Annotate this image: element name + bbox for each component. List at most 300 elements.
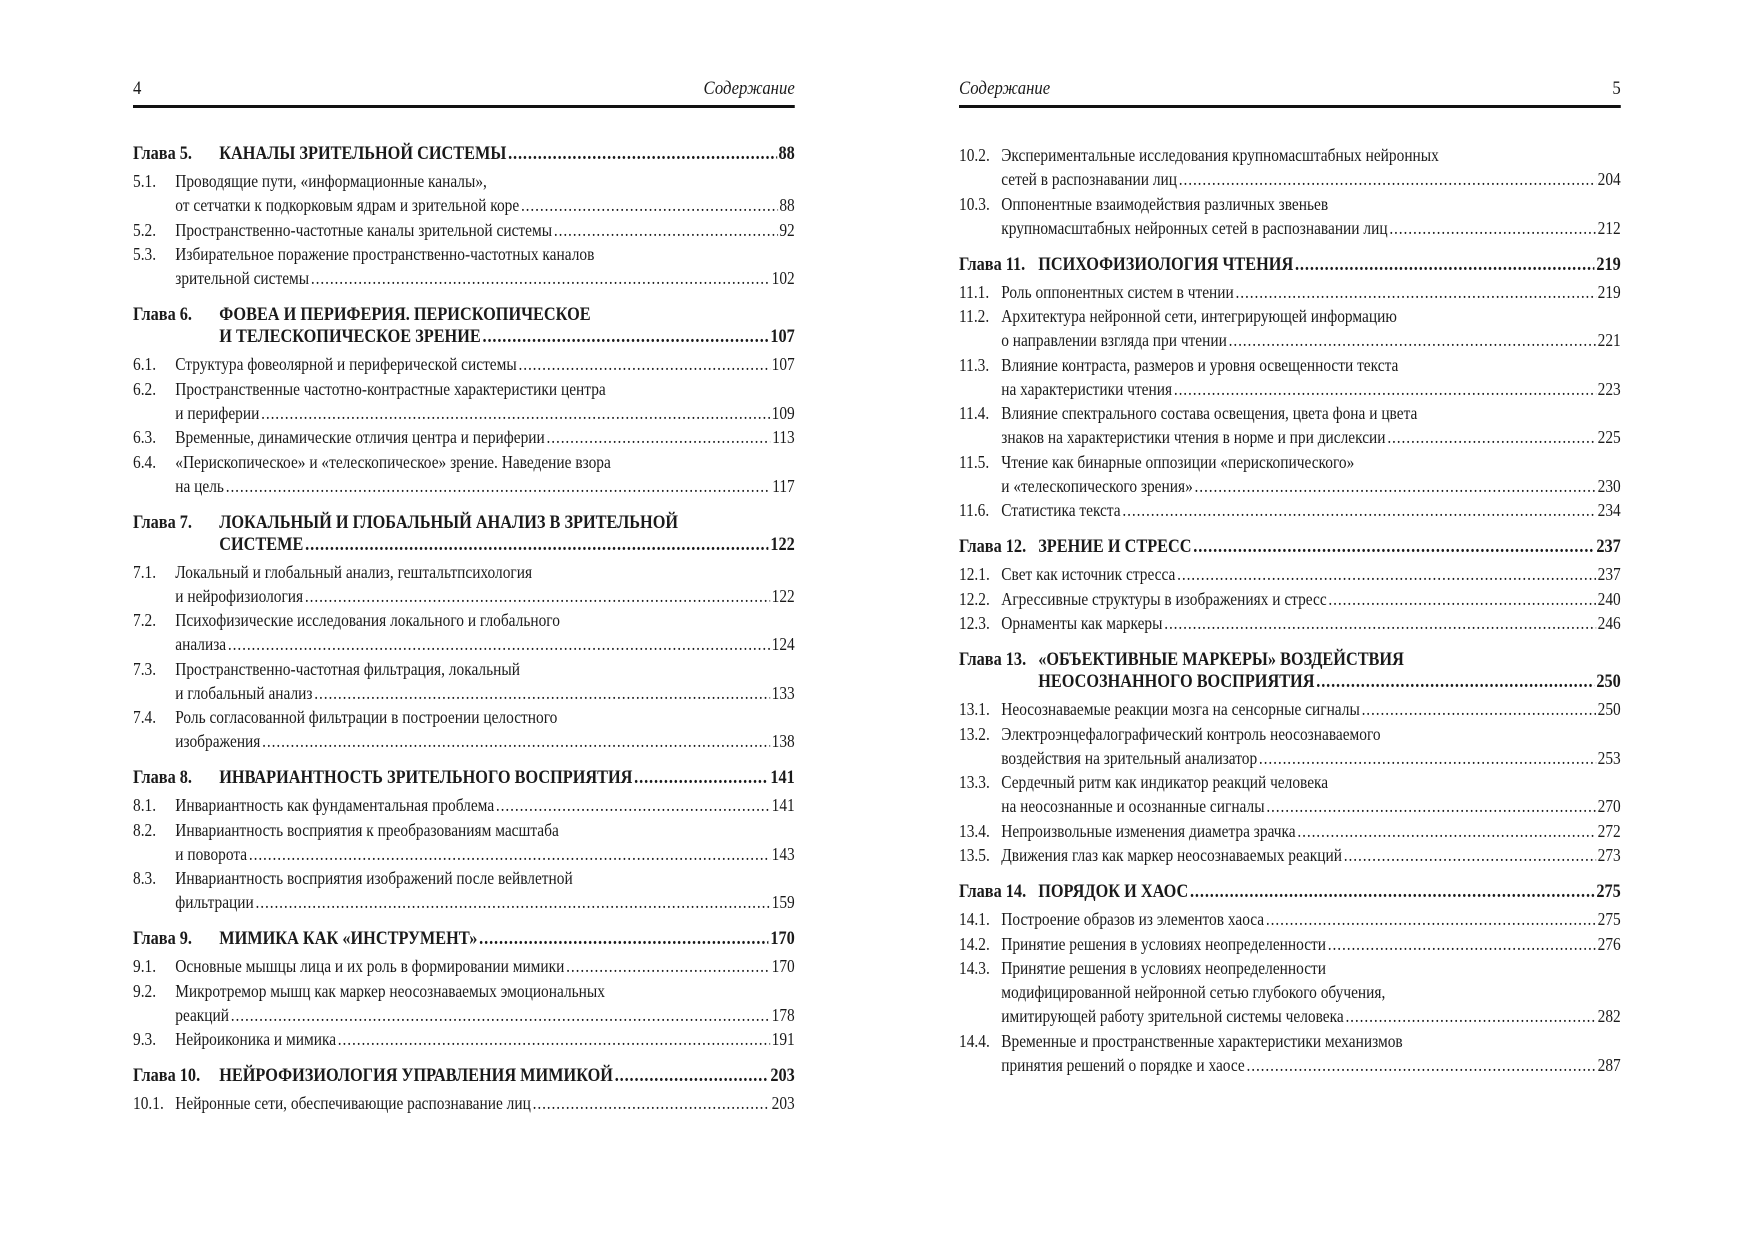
leader-dots xyxy=(1193,536,1594,558)
chapter-heading[interactable] xyxy=(133,304,795,348)
leader-dots xyxy=(305,534,768,556)
toc-title xyxy=(219,767,795,789)
page-ref[interactable]: 159 xyxy=(771,892,795,912)
chapter-heading[interactable] xyxy=(959,254,1621,276)
toc-entry[interactable] xyxy=(959,907,1621,931)
title-line xyxy=(1001,216,1621,240)
toc-title xyxy=(175,169,795,217)
title-text: воздействия на зрительный анализатор xyxy=(1001,747,1258,768)
toc-entry[interactable] xyxy=(959,280,1621,304)
section-number: 13.5. xyxy=(959,845,990,865)
page-ref[interactable]: 272 xyxy=(1597,820,1621,841)
page-ref[interactable]: 230 xyxy=(1597,475,1621,496)
toc-title xyxy=(175,242,795,290)
page-ref[interactable]: 234 xyxy=(1597,500,1621,520)
title-line xyxy=(175,584,795,608)
page-ref[interactable]: 191 xyxy=(771,1029,795,1049)
toc-title xyxy=(1001,697,1621,721)
toc-row xyxy=(133,450,795,498)
chapter-number: Глава 11. xyxy=(959,254,1026,275)
title-line xyxy=(175,890,795,914)
title-line xyxy=(175,450,795,474)
title-line xyxy=(1001,956,1621,980)
page-ref[interactable]: 237 xyxy=(1597,564,1621,584)
page-ref[interactable]: 273 xyxy=(1597,845,1621,865)
toc-title xyxy=(1001,450,1621,498)
title-text: Пространственно-частотные каналы зрительной системы xyxy=(175,219,553,240)
toc-entry[interactable] xyxy=(133,657,795,705)
chapter-heading[interactable] xyxy=(959,649,1621,693)
toc-title xyxy=(175,657,795,705)
page-ref[interactable]: 102 xyxy=(771,268,795,288)
toc-entry[interactable] xyxy=(959,353,1621,401)
leader-dots xyxy=(256,890,770,914)
running-head xyxy=(133,78,795,102)
title-line xyxy=(219,512,795,534)
title-line xyxy=(1001,167,1621,191)
section-number: 7.4. xyxy=(133,707,157,727)
toc-entry[interactable] xyxy=(959,611,1621,635)
toc-title xyxy=(1001,770,1621,818)
toc-title xyxy=(1001,143,1621,191)
title-line xyxy=(1001,907,1621,931)
title-line xyxy=(1038,649,1621,671)
chapter-heading[interactable] xyxy=(133,767,795,789)
section-number: 11.2. xyxy=(959,306,990,326)
title-line xyxy=(175,560,795,584)
page-ref[interactable]: 276 xyxy=(1597,933,1621,954)
leader-dots xyxy=(311,266,770,290)
leader-dots xyxy=(1195,474,1596,498)
section-number: 6.3. xyxy=(133,427,157,447)
chapter-number: Глава 6. xyxy=(133,305,193,325)
title-line xyxy=(1001,143,1621,167)
title-text: СИСТЕМЕ xyxy=(219,534,304,555)
section-number: 7.2. xyxy=(133,610,157,630)
title-text: и нейрофизиология xyxy=(175,585,304,606)
leader-dots xyxy=(1387,425,1596,449)
page-ref[interactable]: 122 xyxy=(771,585,795,606)
toc-title xyxy=(175,818,795,866)
page-ref[interactable]: 219 xyxy=(1597,281,1621,302)
title-line xyxy=(1001,980,1621,1004)
chapter-number: Глава 13. xyxy=(959,650,1027,670)
page-ref[interactable]: 275 xyxy=(1596,882,1621,902)
leader-dots xyxy=(1259,746,1596,770)
toc-title xyxy=(175,218,795,242)
title-text: Орнаменты как маркеры xyxy=(1001,613,1163,633)
leader-dots xyxy=(1164,611,1596,635)
toc-row xyxy=(959,192,1621,240)
page-ref[interactable]: 282 xyxy=(1597,1006,1621,1026)
leader-dots xyxy=(1229,328,1596,352)
title-line xyxy=(1038,536,1621,558)
title-line xyxy=(175,1027,795,1051)
chapter-heading[interactable] xyxy=(959,536,1621,558)
page-ref[interactable]: 287 xyxy=(1597,1054,1621,1075)
page-ref[interactable]: 219 xyxy=(1596,254,1621,275)
toc-title xyxy=(1001,401,1621,449)
title-line xyxy=(1001,353,1621,377)
page-ref[interactable]: 250 xyxy=(1597,699,1621,719)
title-text: на характеристики чтения xyxy=(1001,378,1173,399)
title-text: Архитектура нейронной сети, интегрирующей информацию xyxy=(1001,306,1397,326)
toc-title xyxy=(1001,304,1621,352)
page-ref[interactable]: 138 xyxy=(771,731,795,751)
leader-dots xyxy=(1174,377,1596,401)
toc-row xyxy=(133,954,795,978)
toc-row xyxy=(133,1091,795,1115)
toc-row xyxy=(959,498,1621,522)
leader-dots xyxy=(1345,1004,1595,1028)
section-number: 12.3. xyxy=(959,613,990,633)
toc-title xyxy=(1001,907,1621,931)
title-text: Роль согласованной фильтрации в построении целостного xyxy=(175,707,558,727)
running-title: Содержание xyxy=(959,78,1051,99)
toc-row xyxy=(133,928,795,950)
leader-dots xyxy=(1344,843,1596,867)
section-number: 5.3. xyxy=(133,244,157,264)
section-number: 14.2. xyxy=(959,933,990,954)
leader-dots xyxy=(228,632,770,656)
toc-title xyxy=(1038,536,1621,558)
toc-title xyxy=(1038,649,1621,693)
toc-row xyxy=(959,353,1621,401)
page-ref[interactable]: 107 xyxy=(770,327,795,347)
toc-title xyxy=(1001,353,1621,401)
toc-entry[interactable] xyxy=(133,352,795,376)
chapter-heading[interactable] xyxy=(959,881,1621,903)
title-text: «ОБЪЕКТИВНЫЕ МАРКЕРЫ» ВОЗДЕЙСТВИЯ xyxy=(1038,650,1404,670)
toc-entry[interactable] xyxy=(133,560,795,608)
toc-row xyxy=(133,218,795,242)
title-text: Структура фовеолярной и периферической системы xyxy=(175,354,517,374)
toc-row xyxy=(959,536,1621,558)
title-line xyxy=(1001,498,1621,522)
page-ref[interactable]: 203 xyxy=(770,1066,795,1086)
running-head xyxy=(959,78,1621,102)
page-ref[interactable]: 204 xyxy=(1597,169,1621,189)
leader-dots xyxy=(518,352,769,376)
title-text: ЛОКАЛЬНЫЙ И ГЛОБАЛЬНЫЙ АНАЛИЗ В ЗРИТЕЛЬНОЙ xyxy=(219,512,679,533)
section-number: 8.1. xyxy=(133,795,157,815)
page-ref[interactable]: 237 xyxy=(1596,537,1621,557)
toc-entry[interactable] xyxy=(959,770,1621,818)
toc-entry[interactable] xyxy=(959,498,1621,522)
title-text: изображения xyxy=(175,731,261,751)
title-text: Чтение как бинарные оппозиции «перископического» xyxy=(1001,451,1355,472)
leader-dots xyxy=(1190,881,1595,903)
title-line xyxy=(175,1003,795,1027)
toc-entry[interactable] xyxy=(133,450,795,498)
toc-entry[interactable] xyxy=(133,242,795,290)
chapter-heading[interactable] xyxy=(133,143,795,165)
page-ref[interactable]: 225 xyxy=(1597,427,1621,447)
running-title: Содержание xyxy=(703,78,795,99)
title-line xyxy=(1038,881,1621,903)
toc-entry[interactable] xyxy=(959,304,1621,352)
toc-title xyxy=(175,1027,795,1051)
toc-row xyxy=(959,907,1621,931)
page-ref[interactable]: 122 xyxy=(770,534,795,555)
toc-entry[interactable] xyxy=(959,819,1621,843)
title-line xyxy=(1001,1029,1621,1053)
leader-dots xyxy=(1362,697,1596,721)
title-line xyxy=(175,377,795,401)
toc-row xyxy=(959,143,1621,191)
toc-entry[interactable] xyxy=(133,954,795,978)
toc-entry[interactable] xyxy=(133,608,795,656)
section-number: 11.1. xyxy=(959,281,990,302)
chapter-number: Глава 7. xyxy=(133,512,193,533)
title-line xyxy=(1001,770,1621,794)
toc-row xyxy=(133,560,795,608)
page-ref[interactable]: 212 xyxy=(1597,217,1621,238)
toc-entry[interactable] xyxy=(133,218,795,242)
toc-title xyxy=(175,793,795,817)
title-line xyxy=(1001,587,1621,611)
page-ref[interactable]: 240 xyxy=(1597,588,1621,609)
chapter-heading[interactable] xyxy=(133,1065,795,1087)
page-ref[interactable]: 253 xyxy=(1597,747,1621,768)
page-ref[interactable]: 141 xyxy=(770,768,795,788)
toc-entry[interactable] xyxy=(959,143,1621,191)
toc-title xyxy=(175,1091,795,1115)
title-line xyxy=(175,193,795,217)
title-text: Агрессивные структуры в изображениях и стресс xyxy=(1001,588,1327,609)
page-ref[interactable]: 170 xyxy=(771,956,795,976)
toc-row xyxy=(959,956,1621,1028)
toc-entry[interactable] xyxy=(959,722,1621,770)
title-text: Принятие решения в условиях неопределенности xyxy=(1001,933,1327,954)
page-ref[interactable]: 113 xyxy=(772,427,795,447)
section-number: 9.3. xyxy=(133,1029,157,1049)
page-ref[interactable]: 223 xyxy=(1597,378,1621,399)
toc-entry[interactable] xyxy=(959,587,1621,611)
title-text: на цель xyxy=(175,475,224,496)
toc-row xyxy=(133,608,795,656)
toc-row xyxy=(959,562,1621,586)
title-text: Построение образов из элементов хаоса xyxy=(1001,909,1265,929)
title-text: «Перископическое» и «телескопическое» зрение. Наведение взора xyxy=(175,451,611,472)
leader-dots xyxy=(249,842,770,866)
chapter-heading[interactable] xyxy=(133,512,795,556)
toc-title xyxy=(219,512,795,556)
section-number: 13.3. xyxy=(959,772,990,792)
toc-title xyxy=(1001,562,1621,586)
leader-dots xyxy=(1295,254,1595,276)
page-ref[interactable]: 88 xyxy=(779,195,795,215)
chapter-heading[interactable] xyxy=(133,928,795,950)
toc-row xyxy=(133,377,795,425)
leader-dots xyxy=(1266,907,1596,931)
title-text: имитирующей работу зрительной системы человека xyxy=(1001,1006,1344,1026)
title-text: Сердечный ритм как индикатор реакций человека xyxy=(1001,772,1329,792)
section-number: 14.4. xyxy=(959,1030,990,1051)
title-text: Временные, динамические отличия центра и периферии xyxy=(175,427,545,447)
toc-entry[interactable] xyxy=(133,793,795,817)
page-ref[interactable]: 250 xyxy=(1596,672,1621,692)
toc-entry[interactable] xyxy=(133,705,795,753)
toc-entry[interactable] xyxy=(133,425,795,449)
title-text: Избирательное поражение пространственно-частотных каналов xyxy=(175,244,595,264)
leader-dots xyxy=(554,218,778,242)
toc-entry[interactable] xyxy=(133,1027,795,1051)
title-line xyxy=(175,979,795,1003)
leader-dots xyxy=(521,193,778,217)
page-ref[interactable]: 170 xyxy=(770,929,795,949)
title-text: Статистика текста xyxy=(1001,500,1121,520)
title-line xyxy=(175,218,795,242)
page-ref[interactable]: 270 xyxy=(1597,796,1621,816)
page-ref[interactable]: 109 xyxy=(771,402,795,423)
title-line xyxy=(175,729,795,753)
chapter-number: Глава 10. xyxy=(133,1066,201,1086)
title-line xyxy=(1001,697,1621,721)
title-line xyxy=(1001,794,1621,818)
leader-dots xyxy=(1328,932,1596,956)
leader-dots xyxy=(1297,819,1596,843)
title-line xyxy=(1038,671,1621,693)
page-ref[interactable]: 107 xyxy=(771,354,795,374)
title-text: Пространственно-частотная фильтрация, локальный xyxy=(175,658,520,679)
title-line xyxy=(175,954,795,978)
toc-row xyxy=(959,450,1621,498)
page-ref[interactable]: 221 xyxy=(1597,330,1621,350)
toc-title xyxy=(175,560,795,608)
section-number: 10.1. xyxy=(133,1093,164,1113)
section-number: 6.1. xyxy=(133,354,157,374)
leader-dots xyxy=(1328,587,1595,611)
toc-title xyxy=(1001,498,1621,522)
page-ref[interactable]: 133 xyxy=(771,682,795,703)
toc-entry[interactable] xyxy=(133,979,795,1027)
toc-entry[interactable] xyxy=(133,169,795,217)
page-number: 5 xyxy=(1612,78,1621,99)
page-ref[interactable]: 141 xyxy=(771,795,795,815)
toc-title xyxy=(1001,843,1621,867)
title-text: от сетчатки к подкорковым ядрам и зрительной коре xyxy=(175,195,520,215)
toc-row xyxy=(133,352,795,376)
toc-row xyxy=(959,819,1621,843)
section-number: 13.2. xyxy=(959,723,990,744)
title-text: о направлении взгляда при чтении xyxy=(1001,330,1227,350)
toc-entry[interactable] xyxy=(959,843,1621,867)
toc-entry[interactable] xyxy=(959,450,1621,498)
title-text: Оппонентные взаимодействия различных звеньев xyxy=(1001,193,1329,214)
toc-row xyxy=(133,818,795,866)
toc-entry[interactable] xyxy=(959,956,1621,1028)
page-ref[interactable]: 203 xyxy=(771,1093,795,1113)
toc-entry[interactable] xyxy=(133,818,795,866)
toc-row xyxy=(133,793,795,817)
section-number: 11.6. xyxy=(959,500,990,520)
title-line xyxy=(1001,932,1621,956)
toc-row xyxy=(133,866,795,914)
section-number: 8.2. xyxy=(133,819,157,840)
page-ref[interactable]: 88 xyxy=(778,144,795,164)
section-number: 14.3. xyxy=(959,958,990,978)
section-number: 10.3. xyxy=(959,193,990,214)
page-ref[interactable]: 143 xyxy=(771,843,795,864)
title-text: знаков на характеристики чтения в норме и при дислексии xyxy=(1001,427,1386,447)
title-text: и «телескопического зрения» xyxy=(1001,475,1193,496)
section-number: 11.5. xyxy=(959,451,990,472)
toc-title xyxy=(175,377,795,425)
toc-title xyxy=(1038,254,1621,276)
title-text: Неосознаваемые реакции мозга на сенсорные сигналы xyxy=(1001,699,1360,719)
toc-row xyxy=(959,611,1621,635)
title-text: Инвариантность как фундаментальная проблема xyxy=(175,795,495,815)
title-line xyxy=(175,266,795,290)
title-text: сетей в распознавании лиц xyxy=(1001,169,1178,189)
toc-title xyxy=(1001,722,1621,770)
header-rule xyxy=(959,105,1621,108)
section-number: 10.2. xyxy=(959,145,990,165)
toc-title xyxy=(1001,280,1621,304)
toc-entry[interactable] xyxy=(959,1029,1621,1077)
page-ref[interactable]: 275 xyxy=(1597,909,1621,929)
leader-dots xyxy=(479,928,768,950)
leader-dots xyxy=(314,681,770,705)
title-text: Свет как источник стресса xyxy=(1001,564,1176,584)
title-text: зрительной системы xyxy=(175,268,310,288)
leader-dots xyxy=(1316,671,1594,693)
title-line xyxy=(1001,611,1621,635)
leader-dots xyxy=(1122,498,1596,522)
page-ref[interactable]: 178 xyxy=(771,1004,795,1025)
title-text: Принятие решения в условиях неопределенности xyxy=(1001,958,1327,978)
toc-entry[interactable] xyxy=(133,866,795,914)
toc-entry[interactable] xyxy=(133,377,795,425)
title-text: МИМИКА КАК «ИНСТРУМЕНТ» xyxy=(219,929,478,949)
toc-row xyxy=(959,254,1621,276)
toc-title xyxy=(175,450,795,498)
section-number: 9.1. xyxy=(133,956,157,976)
page-ref[interactable]: 117 xyxy=(772,475,795,496)
toc-title xyxy=(175,979,795,1027)
toc-entry[interactable] xyxy=(959,562,1621,586)
title-line xyxy=(219,326,795,348)
leader-dots xyxy=(1177,562,1596,586)
title-text: Микротремор мышц как маркер неосознаваемых эмоциональных xyxy=(175,980,605,1001)
leader-dots xyxy=(566,954,770,978)
toc-title xyxy=(219,928,795,950)
toc-entry[interactable] xyxy=(133,1091,795,1115)
toc-row xyxy=(959,280,1621,304)
title-line xyxy=(1001,819,1621,843)
page-ref[interactable]: 246 xyxy=(1597,613,1621,633)
toc-row xyxy=(959,304,1621,352)
toc-row xyxy=(959,881,1621,903)
title-line xyxy=(175,425,795,449)
toc-entry[interactable] xyxy=(959,697,1621,721)
title-text: ИНВАРИАНТНОСТЬ ЗРИТЕЛЬНОГО ВОСПРИЯТИЯ xyxy=(219,768,633,788)
page-ref[interactable]: 92 xyxy=(779,219,795,240)
title-line xyxy=(175,681,795,705)
page-ref[interactable]: 124 xyxy=(771,634,795,654)
toc-entry[interactable] xyxy=(959,932,1621,956)
title-line xyxy=(1001,1004,1621,1028)
title-text: анализа xyxy=(175,634,227,654)
toc-row xyxy=(959,843,1621,867)
toc-entry[interactable] xyxy=(959,401,1621,449)
toc-entry[interactable] xyxy=(959,192,1621,240)
toc-row xyxy=(133,425,795,449)
title-text: НЕОСОЗНАННОГО ВОСПРИЯТИЯ xyxy=(1038,672,1315,692)
leader-dots xyxy=(508,143,777,165)
title-line xyxy=(1001,304,1621,328)
